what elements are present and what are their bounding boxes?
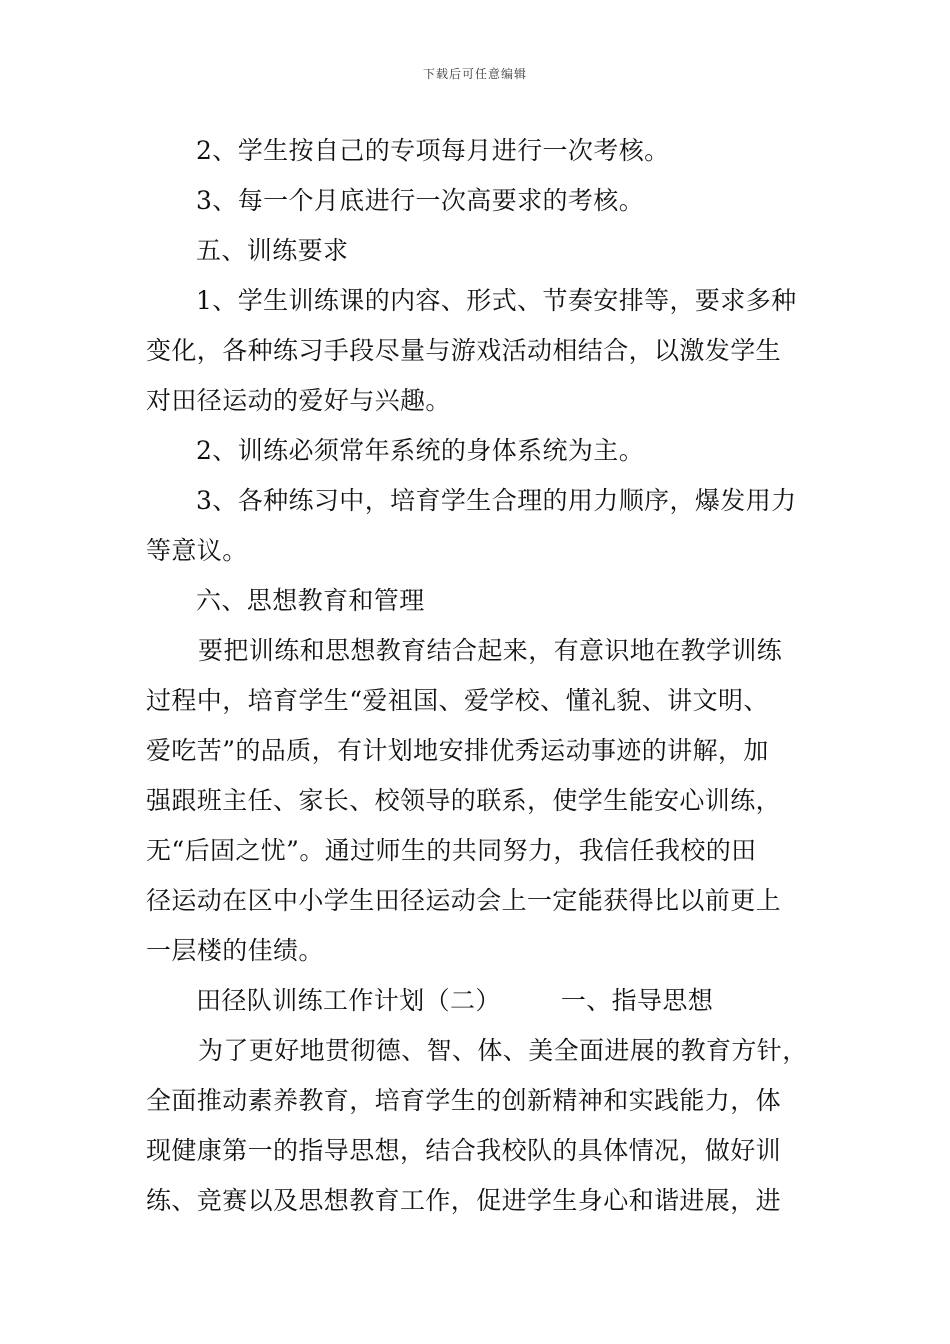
body-line: 2、学生按自己的专项每月进行一次考核。	[196, 136, 670, 165]
body-line: 爱吃苦”的品质，有计划地安排优秀运动事迹的讲解，加	[146, 736, 769, 765]
section-heading: 一、指导思想	[560, 986, 714, 1015]
body-line: 现健康第一的指导思想，结合我校队的具体情况，做好训	[146, 1136, 782, 1165]
body-line: 2、训练必须常年系统的身体系统为主。	[196, 436, 645, 465]
page-header: 下载后可任意编辑	[422, 67, 527, 81]
body-line: 径运动在区中小学生田径运动会上一定能获得比以前更上	[146, 886, 782, 915]
body-line: 等意议。	[146, 536, 248, 565]
body-line: 1、学生训练课的内容、形式、节奏安排等，要求多种	[196, 286, 797, 315]
body-line: 无“后固之忧”。通过师生的共同努力，我信任我校的田	[146, 836, 757, 865]
body-line: 练、竞赛以及思想教育工作，促进学生身心和谐进展，进	[146, 1186, 782, 1215]
body-line: 过程中，培育学生“爱祖国、爱学校、懂礼貌、讲文明、	[146, 686, 769, 715]
plan-title-line	[196, 984, 713, 1018]
body-line: 强跟班主任、家长、校领导的联系，使学生能安心训练，	[146, 786, 782, 815]
body-line: 一层楼的佳绩。	[146, 936, 324, 965]
body-line: 3、每一个月底进行一次高要求的考核。	[196, 186, 645, 215]
section-heading: 六、思想教育和管理	[196, 586, 425, 615]
body-line: 3、各种练习中，培育学生合理的用力顺序，爆发用力	[196, 486, 797, 515]
body-line: 变化，各种练习手段尽量与游戏活动相结合，以激发学生	[146, 336, 782, 365]
body-line: 为了更好地贯彻德、智、体、美全面进展的教育方针，	[198, 1036, 808, 1065]
plan-title: 田径队训练工作计划（二）	[196, 986, 501, 1015]
section-heading: 五、训练要求	[196, 236, 349, 265]
body-line: 对田径运动的爱好与兴趣。	[146, 386, 451, 415]
body-line: 全面推动素养教育，培育学生的创新精神和实践能力，体	[146, 1086, 782, 1115]
body-line: 要把训练和思想教育结合起来，有意识地在教学训练	[198, 636, 783, 665]
